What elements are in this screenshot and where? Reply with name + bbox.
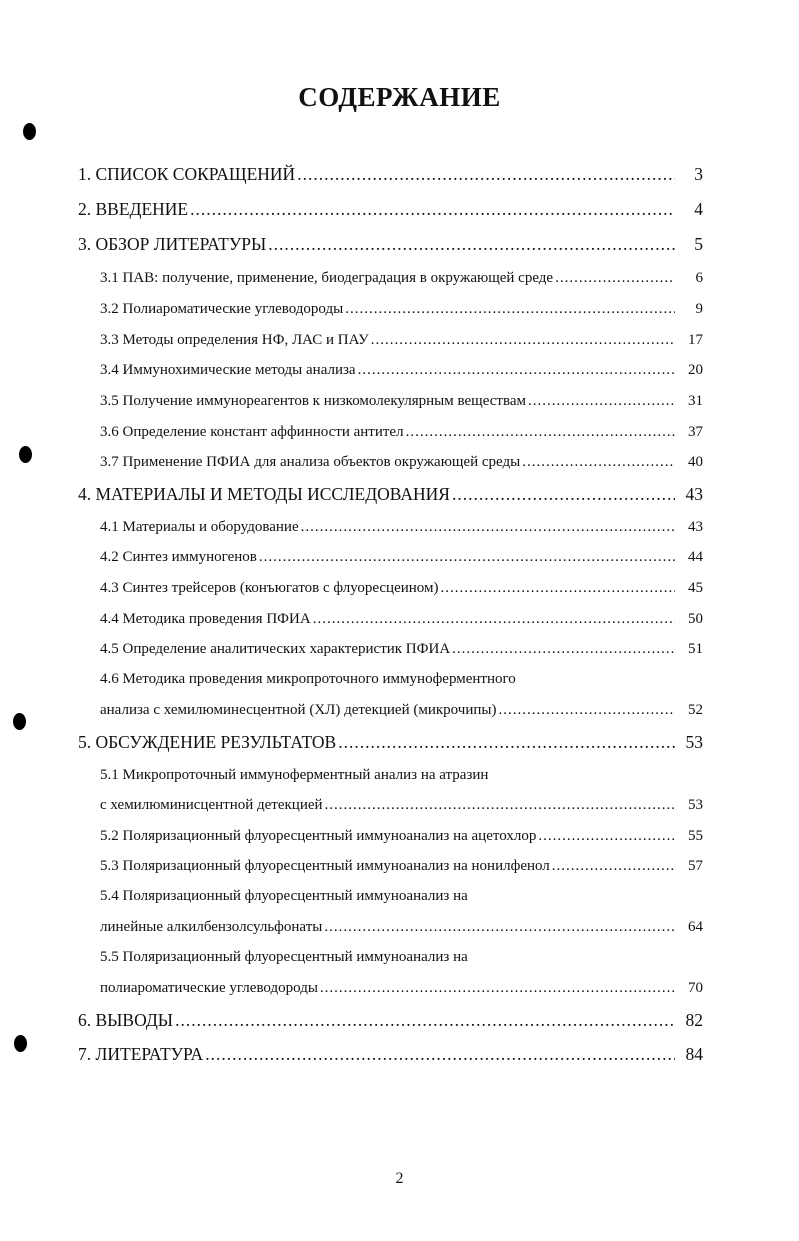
toc-entry-label: 4.2 Синтез иммуногенов	[100, 549, 257, 565]
toc-entry	[100, 270, 703, 287]
toc-entry-label: анализа с хемилюминесцентной (ХЛ) детекцией (микрочипы)	[100, 702, 497, 718]
toc-entry-label: 3.6 Определение констант аффинности антител	[100, 424, 404, 440]
toc-entry-page: 51	[688, 641, 703, 657]
toc-entry	[78, 199, 703, 220]
toc-entry	[78, 1044, 703, 1065]
toc-entry	[100, 519, 703, 536]
toc-entry-page: 17	[688, 332, 703, 348]
toc-entry-page: 37	[688, 424, 703, 440]
toc-entry-label: 4.3 Синтез трейсеров (конъюгатов с флуоресцеином)	[100, 580, 439, 596]
toc-entry-page: 84	[685, 1044, 703, 1064]
toc-entry	[100, 858, 703, 875]
toc-entry	[100, 393, 703, 410]
toc-entry-page: 57	[688, 858, 703, 874]
toc-entry	[78, 484, 703, 505]
toc-entry-page: 45	[688, 580, 703, 596]
toc-entry	[78, 164, 703, 185]
toc-entry-label: 3. ОБЗОР ЛИТЕРАТУРЫ	[78, 234, 267, 254]
toc-entry-label: 3.5 Получение иммунореагентов к низкомолекулярным веществам	[100, 393, 526, 409]
toc-entry-label: 4.4 Методика проведения ПФИА	[100, 611, 311, 627]
toc-entry-label: 4. МАТЕРИАЛЫ И МЕТОДЫ ИССЛЕДОВАНИЯ	[78, 484, 450, 504]
toc-entry-label: 4.6 Методика проведения микропроточного иммуноферментного	[100, 671, 516, 687]
toc-entry	[78, 234, 703, 255]
toc-entry-page: 55	[688, 828, 703, 844]
toc-entry	[78, 732, 703, 753]
toc-entry-page: 40	[688, 454, 703, 470]
toc-entry-label: 5.5 Поляризационный флуоресцентный иммуноанализ на	[100, 949, 468, 965]
toc-entry-page: 70	[688, 980, 703, 996]
toc-entry-label: 4.1 Материалы и оборудование	[100, 519, 299, 535]
toc-entry-label: 3.7 Применение ПФИА для анализа объектов окружающей среды	[100, 454, 521, 470]
toc-entry	[100, 332, 703, 349]
toc-entry-page: 52	[688, 702, 703, 718]
toc-entry-page: 53	[685, 732, 703, 752]
toc-entry-label: 4.5 Определение аналитических характеристик ПФИА	[100, 641, 451, 657]
toc-entry-page: 9	[695, 301, 703, 317]
toc-entry-label: 2. ВВЕДЕНИЕ	[78, 199, 189, 219]
toc-entry	[100, 362, 703, 379]
toc-entry-label: 3.2 Полиароматические углеводороды	[100, 301, 344, 317]
page-number: 2	[395, 1170, 404, 1187]
toc-entry-page: 20	[688, 362, 703, 378]
toc-entry-page: 50	[688, 611, 703, 627]
toc-entry	[100, 797, 703, 814]
toc-entry-label: 5. ОБСУЖДЕНИЕ РЕЗУЛЬТАТОВ	[78, 732, 337, 752]
toc-entry	[100, 580, 703, 597]
toc-entry-label: 5.4 Поляризационный флуоресцентный иммуноанализ на	[100, 888, 468, 904]
toc-entry	[100, 828, 703, 845]
toc-entry-label: 5.1 Микропроточный иммуноферментный анализ на атразин	[100, 767, 489, 783]
toc-entry-page: 4	[694, 199, 703, 219]
toc-entry	[100, 702, 703, 719]
toc-entry-label: 6. ВЫВОДЫ	[78, 1010, 174, 1030]
toc-entry-page: 3	[694, 164, 703, 184]
toc-entry	[100, 611, 703, 628]
toc-entry	[100, 301, 703, 318]
toc-entry	[100, 641, 703, 658]
page-title: СОДЕРЖАНИЕ	[298, 82, 501, 112]
toc-entry-page: 64	[688, 919, 703, 935]
toc-entry-page: 6	[695, 270, 703, 286]
toc-entry-label: полиароматические углеводороды	[100, 980, 318, 996]
toc-entry	[100, 919, 703, 936]
toc-entry-label: 3.3 Методы определения НФ, ЛАС и ПАУ	[100, 332, 369, 348]
toc-entry-page: 44	[688, 549, 703, 565]
toc-entry-label: линейные алкилбензолсульфонаты	[100, 919, 323, 935]
toc-entry-label: 5.3 Поляризационный флуоресцентный иммуноанализ на нонилфенол	[100, 858, 550, 874]
toc-entry	[100, 549, 703, 566]
toc-entry-page: 43	[685, 484, 703, 504]
toc-entry-label: 1. СПИСОК СОКРАЩЕНИЙ	[78, 164, 296, 184]
toc-entry-page: 31	[688, 393, 703, 409]
toc-entry-label: 3.1 ПАВ: получение, применение, биодеградация в окружающей среде	[100, 270, 554, 286]
toc-entry-page: 43	[688, 519, 703, 535]
toc-entry	[78, 1010, 703, 1031]
toc-entry	[100, 424, 703, 441]
toc-entry-label: 5.2 Поляризационный флуоресцентный иммуноанализ на ацетохлор	[100, 828, 537, 844]
toc-entry-page: 82	[685, 1010, 703, 1030]
toc-entry-page: 5	[694, 234, 703, 254]
toc-entry-label: с хемилюминисцентной детекцией	[100, 797, 323, 813]
toc-entry-label: 3.4 Иммунохимические методы анализа	[100, 362, 356, 378]
toc-entry	[100, 454, 703, 471]
toc-entry	[100, 980, 703, 997]
toc-entry-label: 7. ЛИТЕРАТУРА	[78, 1044, 204, 1064]
toc-entry-page: 53	[688, 797, 703, 813]
